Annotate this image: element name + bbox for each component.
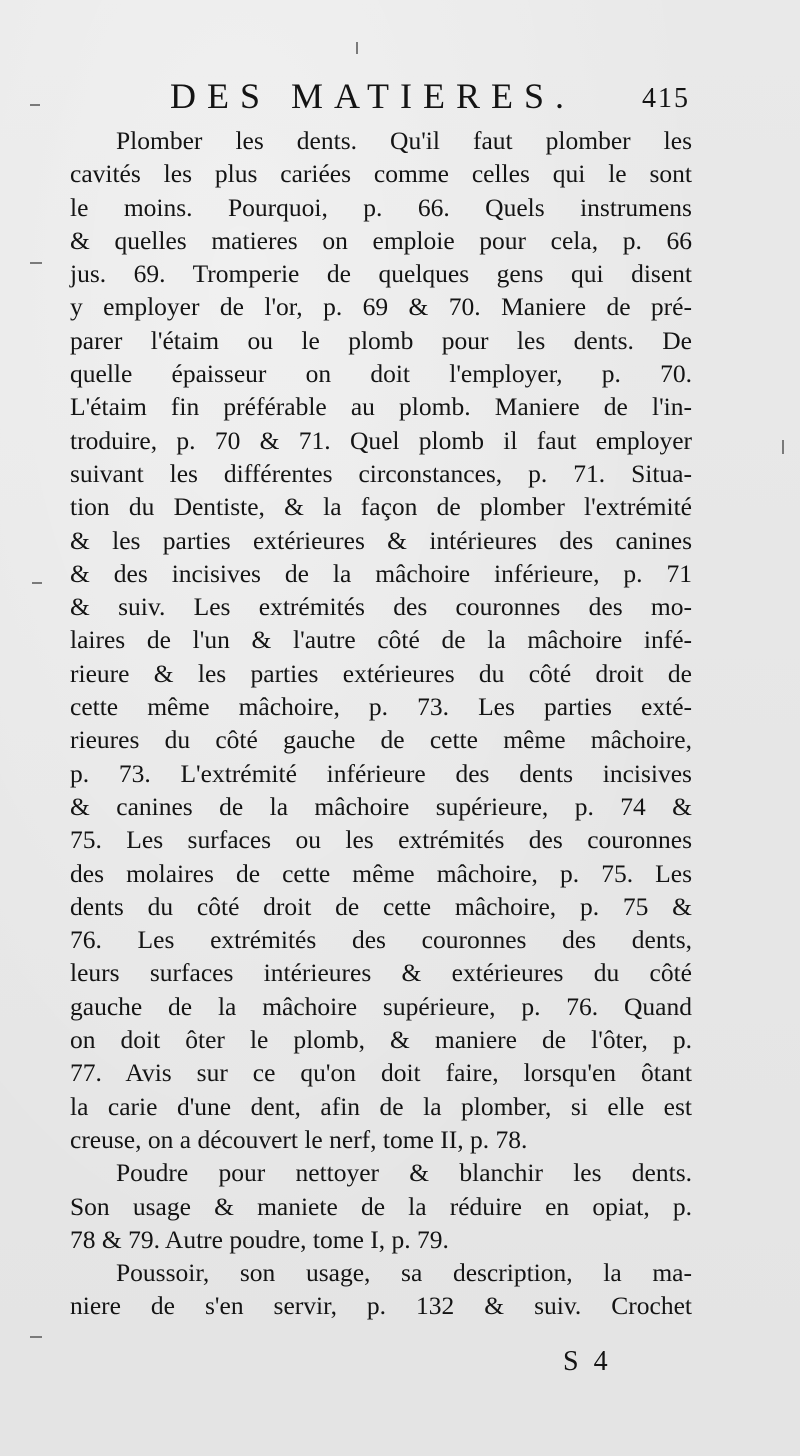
text-line: la carie d'une dent, afin de la plomber, si elle est (70, 1091, 692, 1121)
text-line: rieure & les parties extérieures du côté droit de (70, 658, 692, 688)
margin-tick (356, 42, 358, 54)
text-line: on doit ôter le plomb, & maniere de l'ôter, p. (70, 1025, 692, 1055)
text-line: niere de s'en servir, p. 132 & suiv. Crochet (70, 1291, 692, 1321)
index-text (70, 124, 692, 1323)
text-line: rieures du côté gauche de cette même mâchoire, (70, 725, 692, 755)
text-line: jus. 69. Tromperie de quelques gens qui disent (70, 259, 692, 289)
page-number: 415 (642, 83, 690, 114)
text-line: suivant les différentes circonstances, p. 71. Situa- (70, 458, 692, 488)
text-line: quelle épaisseur on doit l'employer, p. 70. (70, 359, 692, 389)
text-line: & suiv. Les extrémités des couronnes des mo- (70, 592, 692, 622)
text-line: leurs surfaces intérieures & extérieures du côté (70, 958, 692, 988)
text-line: laires de l'un & l'autre côté de la mâchoire infé- (70, 625, 692, 655)
text-line: y employer de l'or, p. 69 & 70. Maniere de pré- (70, 292, 692, 322)
text-line: cette même mâchoire, p. 73. Les parties exté- (70, 692, 692, 722)
text-line: Son usage & maniete de la réduire en opiat, p. (70, 1191, 692, 1221)
text-line: des molaires de cette même mâchoire, p. 75. Les (70, 858, 692, 888)
text-line: Plomber les dents. Qu'il faut plomber les (116, 126, 692, 155)
text-line: & quelles matieres on emploie pour cela, p. 66 (70, 225, 692, 255)
text-line: & canines de la mâchoire supérieure, p. 74 & (70, 791, 692, 821)
text-line: cavités les plus cariées comme celles qui le sont (70, 159, 692, 189)
margin-tick (32, 582, 42, 584)
text-line: parer l'étaim ou le plomb pour les dents. De (70, 325, 692, 355)
text-line: L'étaim fin préférable au plomb. Maniere de l'in- (70, 392, 692, 422)
signature-mark: S 4 (563, 1346, 612, 1377)
text-line: gauche de la mâchoire supérieure, p. 76. Quand (70, 991, 692, 1021)
text-line: & les parties extérieures & intérieures des canines (70, 525, 692, 555)
text-line: & des incisives de la mâchoire inférieure, p. 71 (70, 558, 692, 588)
text-line: dents du côté droit de cette mâchoire, p. 75 & (70, 891, 692, 921)
text-line: tion du Dentiste, & la façon de plomber l'extrémité (70, 492, 692, 522)
text-line: creuse, on a découvert le nerf, tome II, p. 78. (70, 1124, 528, 1154)
text-line: 75. Les surfaces ou les extrémités des couronnes (70, 825, 692, 855)
text-line: Poudre pour nettoyer & blanchir les dents. (116, 1158, 692, 1188)
page-header (170, 66, 690, 126)
margin-tick (30, 104, 40, 106)
text-line: 76. Les extrémités des couronnes des dents, (70, 925, 692, 955)
text-line: 77. Avis sur ce qu'on doit faire, lorsqu'en ôtant (70, 1058, 692, 1088)
text-line: Poussoir, son usage, sa description, la ma- (116, 1258, 692, 1288)
margin-tick (30, 262, 42, 264)
text-line: troduire, p. 70 & 71. Quel plomb il faut employer (70, 425, 692, 455)
margin-tick (782, 440, 784, 454)
text-line: 78 & 79. Autre poudre, tome I, p. 79. (70, 1224, 449, 1254)
text-line: le moins. Pourquoi, p. 66. Quels instrumens (70, 192, 692, 222)
running-title: DES MATIERES. (170, 76, 576, 116)
text-line: p. 73. L'extrémité inférieure des dents incisives (70, 758, 692, 788)
margin-tick (30, 1336, 42, 1338)
